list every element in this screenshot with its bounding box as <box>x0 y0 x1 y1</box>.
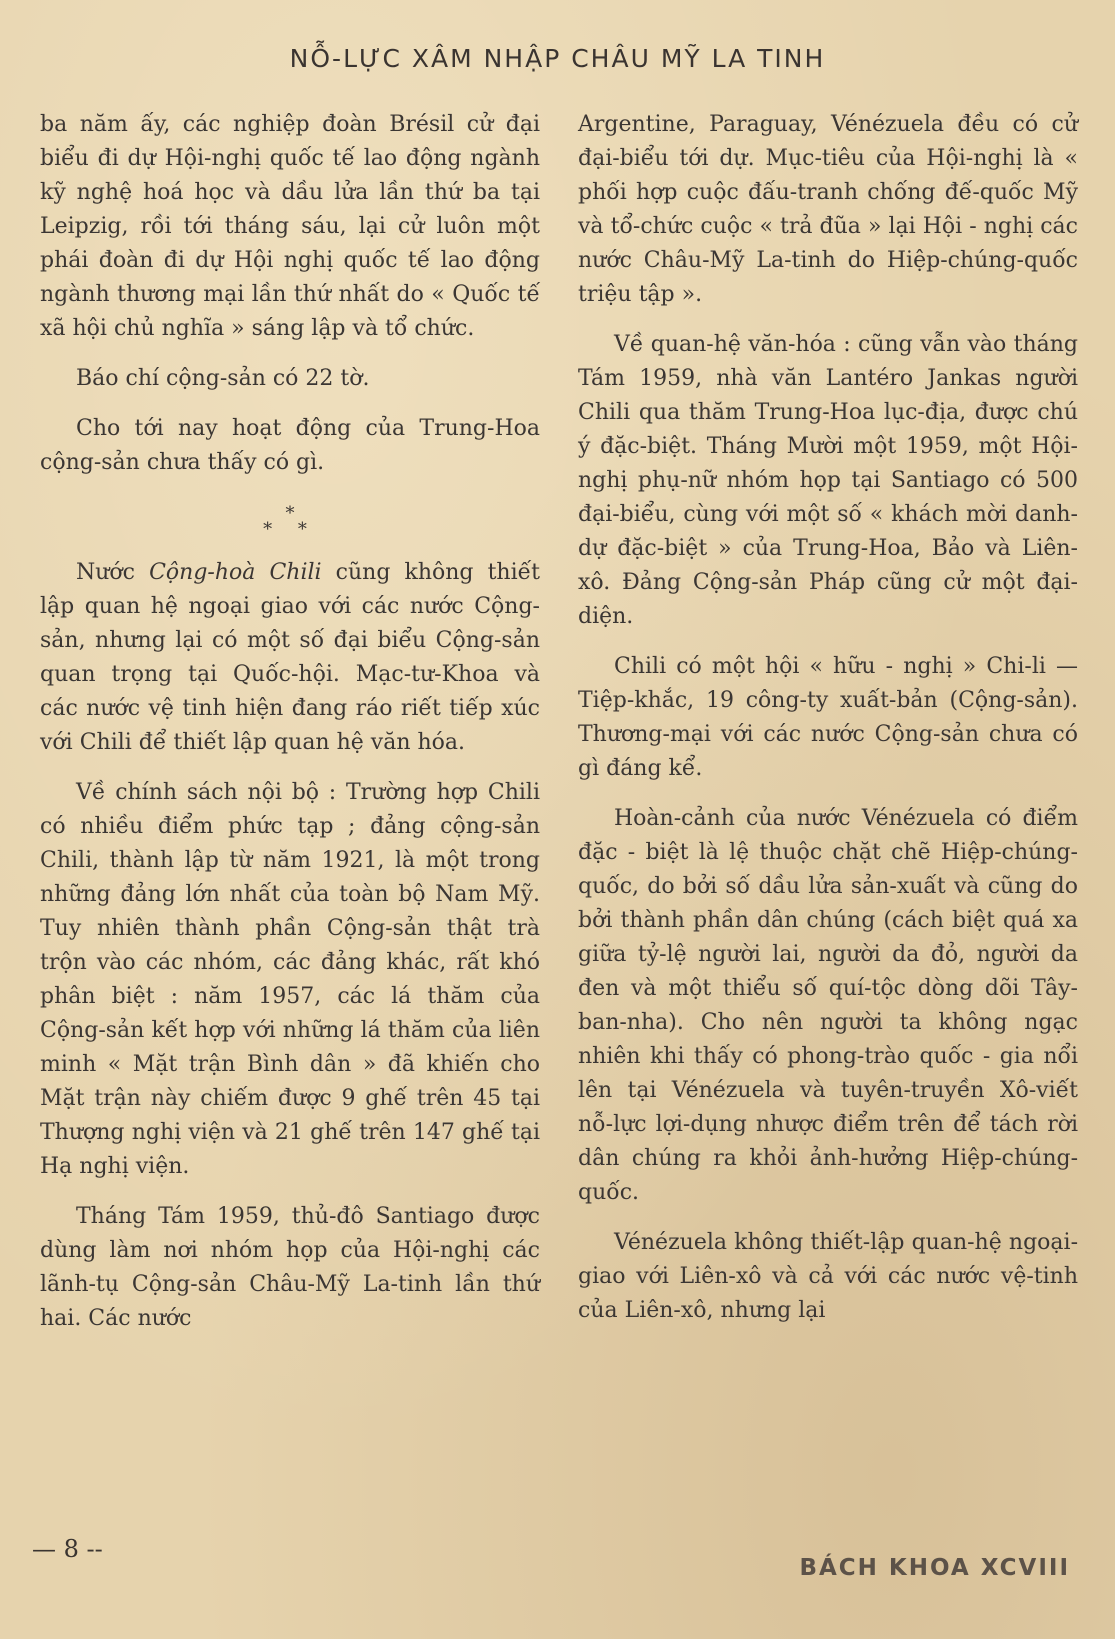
paragraph: Báo chí cộng-sản có 22 tờ. <box>76 366 370 391</box>
paragraph: Hoàn-cảnh của nước Vénézuela có điểm đặc - biệt là lệ thuộc chặt chẽ Hiệp-chúng-quốc, do bởi số dầu lửa sản-xuất và cũng do bởi thành phần dân chúng (cách biệt quá xa giữa tỷ-lệ người lai, người da đỏ, người da đen và một thiểu số quí-tộc dòng dõi Tây-ban-nha). Cho nên người ta không ngạc nhiên khi thấy có phong-trào quốc - gia nổi lên tại Vénézuela và tuyên-truyền Xô-viết nỗ-lực lợi-dụng nhược điểm trên để tách rời dân chúng ra khỏi ảnh-hưởng Hiệp-chúng-quốc. <box>578 806 1078 1205</box>
country-name: Cộng-hoà Chili <box>149 560 322 585</box>
paragraph-rest: cũng không thiết lập quan hệ ngoại giao với các nước Cộng-sản, nhưng lại có một số đại biểu Cộng-sản quan trọng tại Quốc-hội. Mạc-tư-Khoa và các nước vệ tinh hiện đang ráo riết tiếp xúc với Chili để thiết lập quan hệ văn hóa. <box>40 560 540 755</box>
asterism-bottom: * * <box>263 519 317 540</box>
paragraph: Về chính sách nội bộ : Trường hợp Chili có nhiều điểm phức tạp ; đảng cộng-sản Chili, thành lập từ năm 1921, là một trong những đảng lớn nhất của toàn bộ Nam Mỹ. Tuy nhiên thành phần Cộng-sản thật trà trộn vào các nhóm, các đảng khác, rất khó phân biệt : năm 1957, các lá thăm của Cộng-sản kết hợp với những lá thăm của liên minh « Mặt trận Bình dân » đã khiến cho Mặt trận này chiếm được 9 ghế trên 45 tại Thượng nghị viện và 21 ghế trên 147 ghế tại Hạ nghị viện. <box>40 780 540 1179</box>
paragraph: Tháng Tám 1959, thủ-đô Santiago được dùng làm nơi nhóm họp của Hội-nghị các lãnh-tụ Cộng-sản Châu-Mỹ La-tinh lần thứ hai. Các nước <box>40 1204 540 1331</box>
paragraph: Cho tới nay hoạt động của Trung-Hoa cộng-sản chưa thấy có gì. <box>40 416 540 475</box>
page-number: — 8 -- <box>32 1535 103 1563</box>
issue-label: BÁCH KHOA XCVIII <box>799 1555 1070 1581</box>
section-divider <box>40 503 540 540</box>
asterism-top: * <box>285 503 295 524</box>
paragraph: Vénézuela không thiết-lập quan-hệ ngoại-giao với Liên-xô và cả với các nước vệ-tinh của Liên-xô, nhưng lại <box>578 1230 1078 1323</box>
paragraph: Về quan-hệ văn-hóa : cũng vẫn vào tháng Tám 1959, nhà văn Lantéro Jankas người Chili qua thăm Trung-Hoa lục-địa, được chú ý đặc-biệt. Tháng Mười một 1959, một Hội-nghị phụ-nữ nhóm họp tại Santiago có 500 đại-biểu, cùng với một số « khách mời danh-dự đặc-biệt » của Trung-Hoa, Bảo và Liên-xô. Đảng Cộng-sản Pháp cũng cử một đại-diện. <box>578 332 1078 629</box>
right-column <box>578 108 1078 1344</box>
paragraph: Chili có một hội « hữu - nghị » Chi-li — Tiệp-khắc, 19 công-ty xuất-bản (Cộng-sản). Thương-mại với các nước Cộng-sản chưa có gì đáng kể. <box>578 654 1078 781</box>
running-header: NỖ-LỰC XÂM NHẬP CHÂU MỸ LA TINH <box>289 44 826 73</box>
paragraph: ba năm ấy, các nghiệp đoàn Brésil cử đại biểu đi dự Hội-nghị quốc tế lao động ngành kỹ nghệ hoá học và dầu lửa lần thứ ba tại Leipzig, rồi tới tháng sáu, lại cử luôn một phái đoàn đi dự Hội nghị quốc tế lao động ngành thương mại lần thứ nhất do « Quốc tế xã hội chủ nghĩa » sáng lập và tổ chức. <box>40 112 540 341</box>
paragraph-chili <box>40 556 540 760</box>
paragraph: Argentine, Paraguay, Vénézuela đều có cử đại-biểu tới dự. Mục-tiêu của Hội-nghị là « phối hợp cuộc đấu-tranh chống đế-quốc Mỹ và tổ-chức cuộc « trả đũa » lại Hội - nghị các nước Châu-Mỹ La-tinh do Hiệp-chúng-quốc triệu tập ». <box>578 112 1078 307</box>
left-column <box>40 108 540 1352</box>
paragraph-lead: Nước <box>76 560 150 585</box>
